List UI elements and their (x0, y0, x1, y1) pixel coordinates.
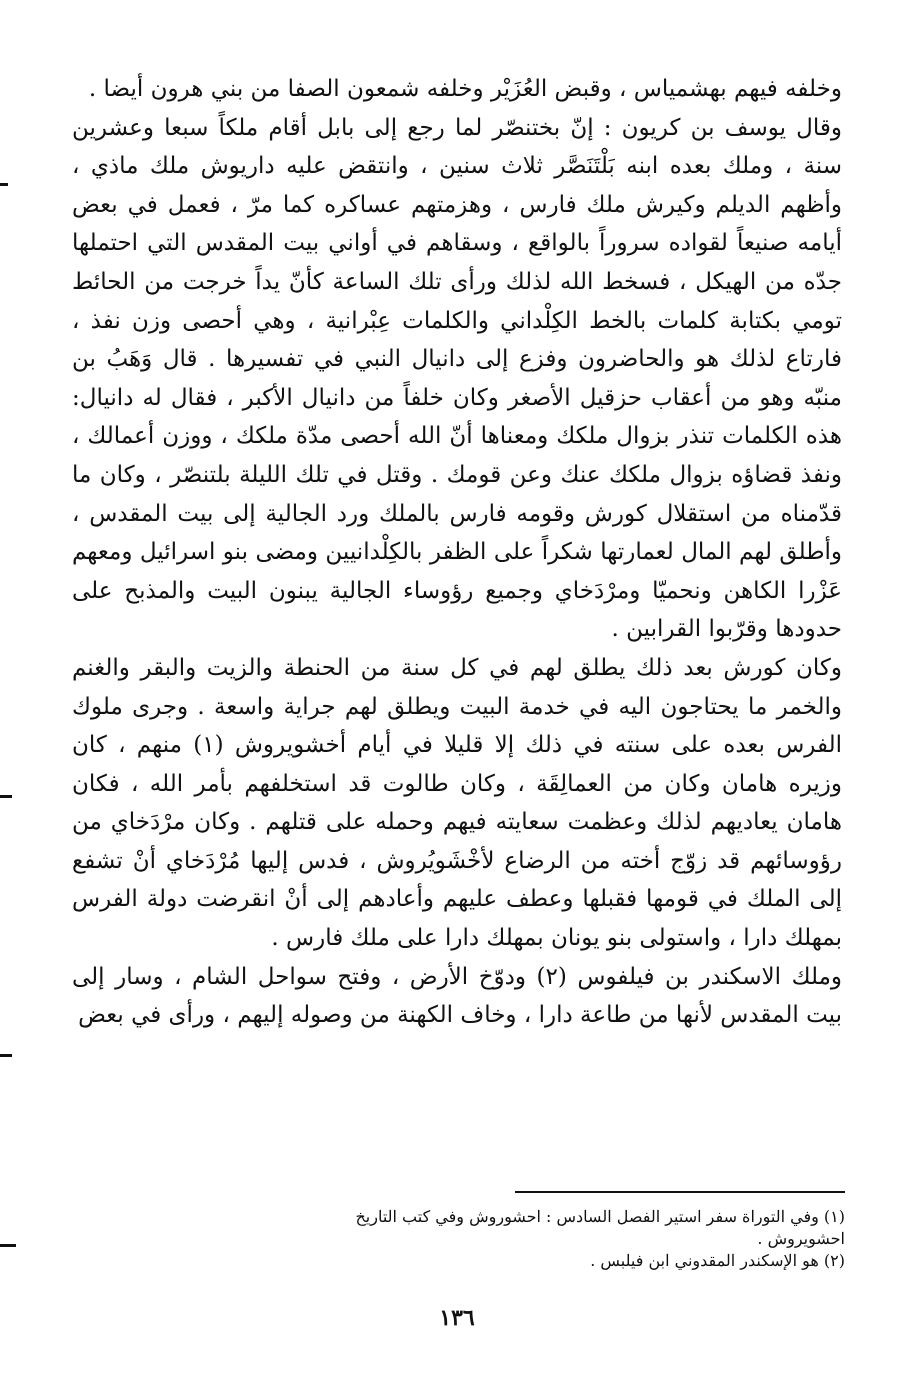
scan-edge-mark (0, 1054, 12, 1057)
footnote-1: (١) وفي التوراة سفر استير الفصل السادس : احشوروش وفي كتب التاريخ احشويروش . (355, 1207, 845, 1248)
footnotes (300, 1206, 845, 1272)
scan-edge-mark (0, 795, 12, 798)
page-number: ١٣٦ (439, 1305, 475, 1331)
paragraph-1: وخلفه فيهم بهشمياس ، وقبض العُزَيْر وخلفه شمعون الصفا من بني هرون أيضا . (88, 76, 842, 102)
paragraph-4: وملك الاسكندر بن فيلفوس (٢) ودوّخ الأرض ، وفتح سواحل الشام ، وسار إلى بيت المقدس لأنها من طاعة دارا ، وخاف الكهنة من وصوله إليهم ، ورأى في بعض (72, 963, 843, 1029)
paragraph-2: وقال يوسف بن كريون : إنّ بختنصّر لما رجع إلى بابل أقام ملكاً سبعا وعشرين سنة ، وملك بعده ابنه بَلْتَنَصَّر ثلاث سنين ، وانتقض عليه داريوش ملك ماذي ، وأظهم الديلم وكيرش ملك فارس ، وهزمتهم عساكره كما مرّ ، فعمل في بعض أيامه صنيعاً لقواده سروراً بالواقع ، وسقاهم في أواني بيت المقدس التي احتملها جدّه من الهيكل ، فسخط الله لذلك ورأى تلك الساعة كأنّ يداً خرجت من الحائط تومي بكتابة كلمات بالخط الكِلْداني والكلمات عِبْرانية ، وهي أحصى وزن نفذ ، فارتاع لذلك هو والحاضرون وفزع إلى دانيال النبي في تفسيرها . قال وَهَبُ بن منبّه وهو من أعقاب حزقيل الأصغر وكان خلفاً من دانيال الأكبر ، فقال له دانيال: هذه الكلمات تنذر بزوال ملكك ومعناها أنّ الله أحصى مدّة ملكك ، ووزن أعمالك ، ونفذ قضاؤه بزوال ملكك عنك وعن قومك . وقتل في تلك الليلة بلتنصّر ، وكان ما قدّمناه من استقلال كورش وقومه فارس بالملك ورد الجالية إلى بيت المقدس ، وأطلق لهم المال لعمارتها شكراً على الظفر بالكِلْدانيين ومضى بنو اسرائيل ومعهم عَزْرا الكاهن ونحميّا ومرْدَخاي وجميع رؤوساء الجالية يبنون البيت والمذبح على حدودها وقرّبوا القرابين . (72, 114, 842, 643)
paragraph-3: وكان كورش بعد ذلك يطلق لهم في كل سنة من الحنطة والزيت والبقر والغنم والخمر ما يحتاجون اليه في خدمة البيت ويطلق لهم جراية واسعة . وجرى ملوك الفرس بعده على سنته في ذلك إلا قليلا في أيام أخشويروش (١) منهم ، كان وزيره هامان وكان من العمالِقَة ، وكان طالوت قد استخلفهم بأمر الله ، فكان هامان يعاديهم لذلك وعظمت سعايته فيهم وحمله على قتلهم . وكان مرْدَخاي من رؤوسائهم قد زوّج أخته من الرضاع لأخْشَويُروش ، فدس إليها مُرْدَخاي أنْ تشفع إلى الملك في قومها فقبلها وعطف عليهم وأعادهم إلى أنْ انقرضت دولة الفرس بمهلك دارا ، واستولى بنو يونان بمهلك دارا على ملك فارس . (72, 654, 842, 952)
footnote-2: (٢) هو الإسكندر المقدوني ابن فيلبس . (590, 1251, 845, 1270)
scan-edge-mark (0, 1244, 16, 1247)
footnote-divider (515, 1191, 845, 1193)
main-text (72, 70, 842, 1035)
scan-edge-mark (0, 183, 8, 186)
